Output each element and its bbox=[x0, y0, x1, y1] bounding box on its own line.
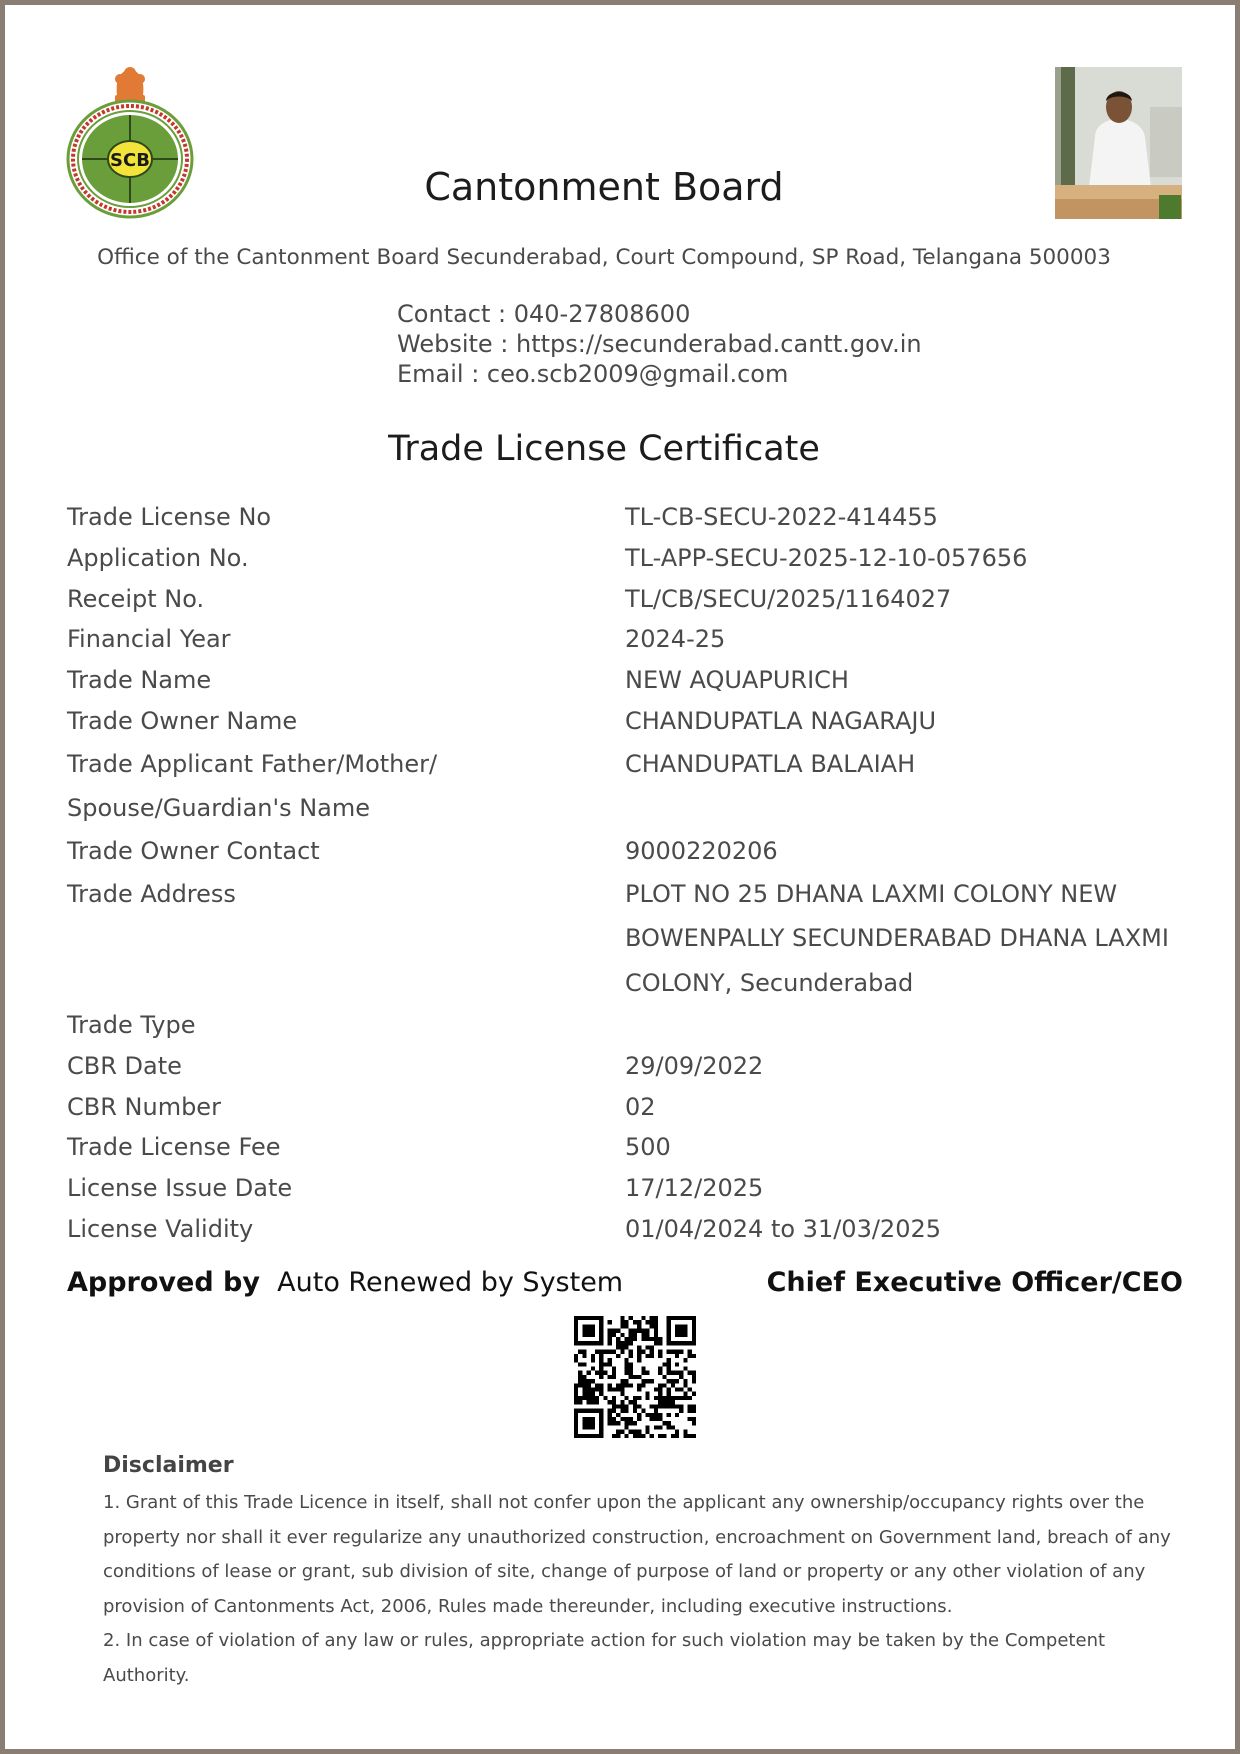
field-label: Application No. bbox=[67, 543, 249, 572]
field-value: CHANDUPATLA NAGARAJU bbox=[625, 706, 937, 735]
disclaimer-item: 2. In case of violation of any law or rules, appropriate action for such violation may be taken by the Competent Authority. bbox=[103, 1630, 1106, 1686]
approved-by-label: Approved by bbox=[67, 1267, 260, 1298]
signatory-title: Chief Executive Officer/CEO bbox=[766, 1267, 1183, 1298]
contact-email: Email : ceo.scb2009@gmail.com bbox=[397, 360, 789, 388]
field-value: 29/09/2022 bbox=[625, 1051, 764, 1080]
license-details bbox=[67, 497, 1187, 1250]
field-value: TL-APP-SECU-2025-12-10-057656 bbox=[625, 543, 1028, 572]
field-label: License Issue Date bbox=[67, 1174, 293, 1203]
contact-phone: Contact : 040-27808600 bbox=[397, 300, 691, 328]
detail-row bbox=[67, 1127, 1187, 1168]
field-label: License Validity bbox=[67, 1215, 254, 1244]
field-value: NEW AQUAPURICH bbox=[625, 666, 849, 695]
field-value: 2024-25 bbox=[625, 625, 726, 654]
field-value: 02 bbox=[625, 1092, 656, 1121]
disclaimer-item: 1. Grant of this Trade Licence in itself, shall not confer upon the applicant any ownership/occupancy rights over the property nor shall it ever regularize any unauthorized construction, encroachment on Government land, breach of any conditions of lease or grant, sub division of site, change of purpose of land or property or any other violation of any provision of Cantonments Act, 2006, Rules made thereunder, including executive instructions. bbox=[103, 1492, 1171, 1617]
approved-by bbox=[67, 1267, 623, 1298]
field-value bbox=[625, 1005, 1185, 1046]
detail-row bbox=[67, 872, 1187, 1006]
field-label: Trade License No bbox=[67, 503, 272, 531]
field-label: Trade Owner Name bbox=[67, 706, 298, 735]
certificate-title: Trade License Certificate bbox=[388, 429, 820, 469]
field-value: CHANDUPATLA BALAIAH bbox=[625, 749, 916, 778]
field-value: 17/12/2025 bbox=[625, 1174, 764, 1203]
field-label: Trade Type bbox=[67, 1011, 196, 1040]
field-label: CBR Number bbox=[67, 1092, 221, 1121]
detail-row bbox=[67, 497, 1187, 538]
field-value: 500 bbox=[625, 1133, 671, 1162]
detail-row bbox=[67, 538, 1187, 579]
field-value: 9000220206 bbox=[625, 836, 778, 865]
office-address: Office of the Cantonment Board Secunderabad, Court Compound, SP Road, Telangana 500003 bbox=[97, 245, 1111, 270]
detail-row bbox=[67, 1087, 1187, 1128]
field-value: 01/04/2024 to 31/03/2025 bbox=[625, 1215, 942, 1244]
detail-row bbox=[67, 1046, 1187, 1087]
field-label: Financial Year bbox=[67, 625, 231, 654]
field-value: TL-CB-SECU-2022-414455 bbox=[625, 503, 938, 531]
detail-row bbox=[67, 831, 1187, 872]
detail-row bbox=[67, 619, 1187, 660]
detail-row bbox=[67, 742, 1187, 831]
field-label: Trade Applicant Father/Mother/ Spouse/Guardian's Name bbox=[67, 749, 438, 823]
field-value: PLOT NO 25 DHANA LAXMI COLONY NEW BOWENPALLY SECUNDERABAD DHANA LAXMI COLONY, Secunderabad bbox=[625, 879, 1169, 997]
contact-block bbox=[397, 299, 922, 389]
disclaimer-block bbox=[103, 1453, 1173, 1694]
field-label: Receipt No. bbox=[67, 584, 205, 613]
field-value: TL/CB/SECU/2025/1164027 bbox=[625, 584, 952, 613]
disclaimer-title: Disclaimer bbox=[103, 1453, 234, 1478]
detail-row bbox=[67, 1209, 1187, 1250]
detail-row bbox=[67, 1168, 1187, 1209]
approved-by-value: Auto Renewed by System bbox=[277, 1267, 624, 1298]
board-name: Cantonment Board bbox=[424, 165, 784, 209]
detail-row bbox=[67, 1005, 1187, 1046]
detail-row bbox=[67, 660, 1187, 701]
field-label: Trade Name bbox=[67, 666, 212, 695]
svg-text:SCB: SCB bbox=[110, 150, 150, 171]
contact-website: Website : https://secunderabad.cantt.gov.in bbox=[397, 330, 922, 358]
detail-row bbox=[67, 701, 1187, 742]
approval-block bbox=[67, 1267, 1183, 1298]
field-label: Trade License Fee bbox=[67, 1133, 281, 1162]
qr-code-icon bbox=[574, 1316, 696, 1438]
field-label: CBR Date bbox=[67, 1051, 182, 1080]
field-label: Trade Owner Contact bbox=[67, 836, 320, 865]
field-label: Trade Address bbox=[67, 879, 236, 908]
detail-row bbox=[67, 579, 1187, 620]
